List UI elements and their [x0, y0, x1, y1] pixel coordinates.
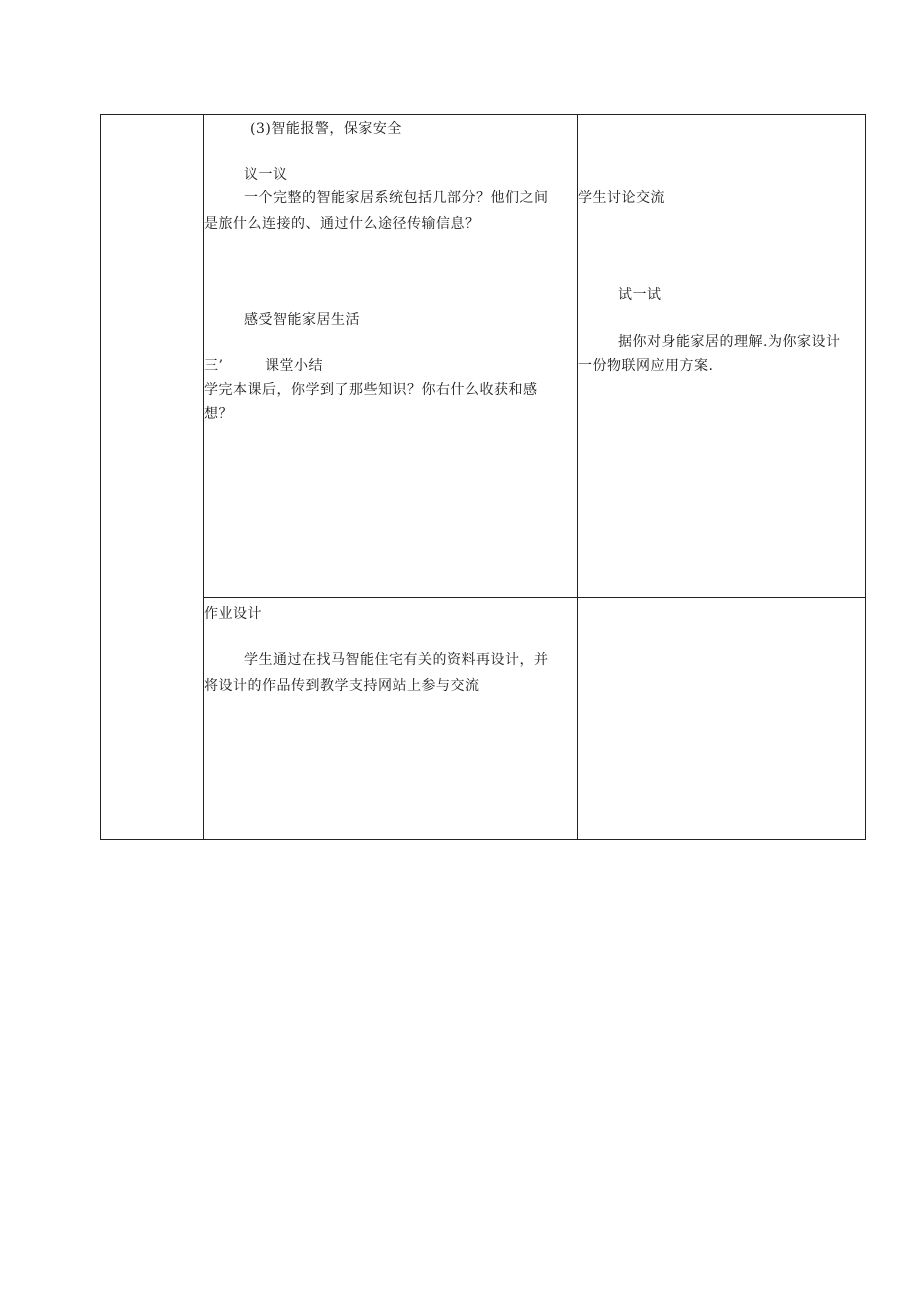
summary-title: 课堂小结	[265, 358, 323, 374]
homework-line-2: 将设计的作品传到教学支持网站上参与交流	[204, 678, 480, 694]
homework-heading: 作业设计	[204, 606, 262, 622]
feel-smart-home-text: 感受智能家居生活	[244, 312, 360, 328]
discuss-question-line-2: 是旅什么连接的、通过什么途径传输信息？	[204, 216, 480, 232]
summary-question-line-2: 想？	[204, 406, 233, 422]
try-line-2: 一份物联网应用方案.	[578, 358, 714, 374]
try-heading: 试一试	[618, 287, 662, 303]
column-divider-2	[577, 115, 578, 839]
discuss-answer-text: 学生讨论交流	[578, 190, 665, 206]
homework-line-1: 学生通过在找马智能住宅有关的资料再设计，并	[244, 652, 549, 668]
item-3-text: (3)智能报警，保家安全	[250, 121, 402, 137]
discuss-heading: 议一议	[244, 167, 288, 183]
row-divider	[203, 597, 865, 598]
try-line-1: 据你对身能家居的理解.为你家设计	[618, 334, 841, 350]
summary-question-line-1: 学完本课后，你学到了那些知识？你右什么收获和感	[204, 382, 538, 398]
summary-number: 三’	[204, 358, 224, 374]
discuss-question-line-1: 一个完整的智能家居系统包括几部分？他们之间	[244, 190, 549, 206]
